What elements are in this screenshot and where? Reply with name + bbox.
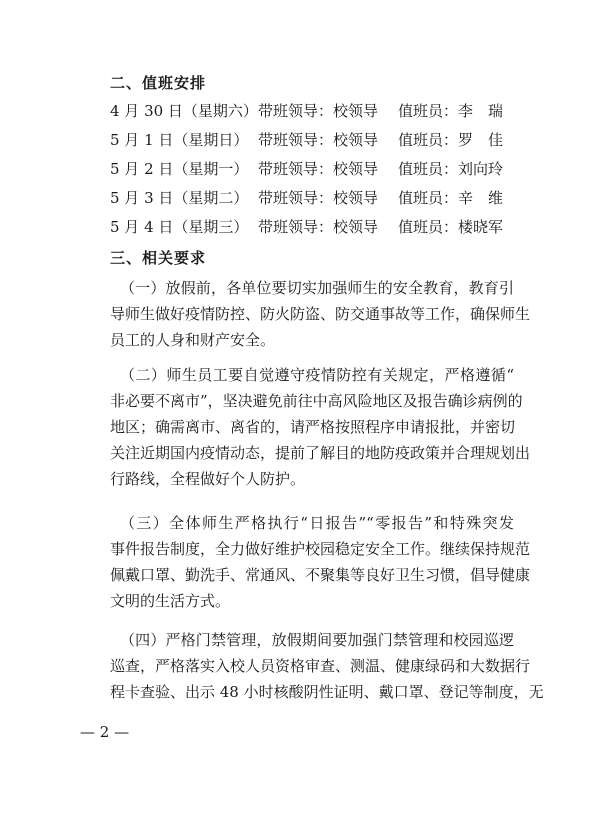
page-number: — 2 — <box>80 723 130 741</box>
duty-staff: 值班员：李 瑞 <box>398 102 504 120</box>
paragraph-3 <box>110 510 531 614</box>
section-heading-duty-arrangement: 二、值班安排 <box>110 74 207 92</box>
duty-staff: 值班员：罗 佳 <box>398 131 504 149</box>
paragraph-line: 员工的人身和财产安全。 <box>110 331 276 349</box>
duty-leader: 带班领导：校领导 <box>258 218 379 236</box>
duty-staff: 值班员：辛 维 <box>398 189 504 207</box>
paragraph-line: 事件报告制度，全力做好维护校园稳定安全工作。继续保持规范 <box>110 540 531 558</box>
paragraph-line: 程卡查验、出示 48 小时核酸阴性证明、戴口罩、登记等制度，无 <box>110 683 544 701</box>
duty-leader: 带班领导：校领导 <box>258 102 379 120</box>
paragraph-line: 地区；确需离市、离省的，请严格按照程序申请报批，并密切 <box>110 418 516 436</box>
duty-date: 5 月 2 日（星期一） <box>110 160 249 178</box>
duty-staff: 值班员：楼晓军 <box>398 218 504 236</box>
paragraph-line: （四）严格门禁管理，放假期间要加强门禁管理和校园巡逻 <box>120 631 514 649</box>
paragraph-line: 行路线，全程做好个人防护。 <box>110 470 306 488</box>
paragraph-line: 导师生做好疫情防控、防火防盗、防交通事故等工作，确保师生 <box>110 305 531 323</box>
section-heading-requirements: 三、相关要求 <box>110 249 207 267</box>
duty-date: 5 月 1 日（星期日） <box>110 131 249 149</box>
duty-leader: 带班领导：校领导 <box>258 131 379 149</box>
paragraph-line: 关注近期国内疫情动态，提前了解目的地防疫政策并合理规划出 <box>110 444 531 462</box>
duty-leader: 带班领导：校领导 <box>258 160 379 178</box>
duty-date: 4 月 30 日（星期六） <box>110 102 258 120</box>
paragraph-line: 文明的生活方式。 <box>110 592 231 610</box>
paragraph-line: 巡查，严格落实入校人员资格审查、测温、健康绿码和大数据行 <box>110 657 531 675</box>
duty-date: 5 月 4 日（星期三） <box>110 218 249 236</box>
paragraph-line: （三）全体师生严格执行“日报告”“零报告”和特殊突发 <box>120 514 514 532</box>
paragraph-line: （二）师生员工要自觉遵守疫情防控有关规定，严格遵循“ <box>120 366 514 384</box>
paragraph-line: 佩戴口罩、勤洗手、常通风、不聚集等良好卫生习惯，倡导健康 <box>110 566 531 584</box>
duty-staff: 值班员：刘向玲 <box>398 160 504 178</box>
duty-date: 5 月 3 日（星期二） <box>110 189 249 207</box>
paragraph-2 <box>110 362 531 492</box>
paragraph-line: （一）放假前，各单位要切实加强师生的安全教育，教育引 <box>120 279 514 297</box>
paragraph-1 <box>110 275 531 353</box>
duty-leader: 带班领导：校领导 <box>258 189 379 207</box>
paragraph-4 <box>110 627 544 705</box>
paragraph-line: 非必要不离市”，坚决避免前往中高风险地区及报告确诊病例的 <box>110 392 523 410</box>
